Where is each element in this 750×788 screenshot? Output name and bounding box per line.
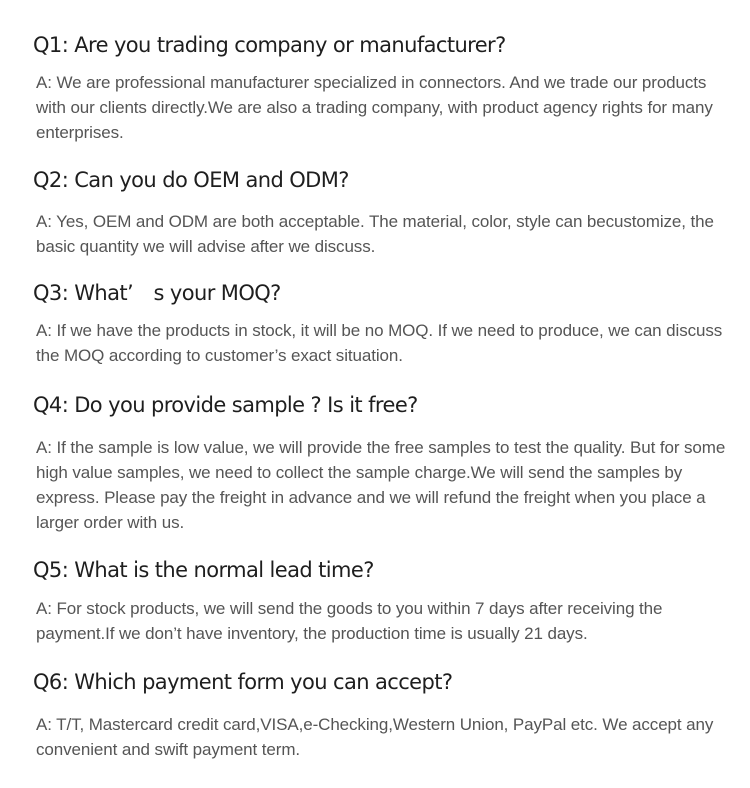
faq-question-5: Q5: What is the normal lead time?	[33, 558, 374, 582]
faq-question-6: Q6: Which payment form you can accept?	[33, 670, 453, 694]
faq-answer-5: A: For stock products, we will send the goods to you within 7 days after receiving the payment.If we don’t have inventory, the production time is usually 21 days.	[36, 599, 663, 643]
faq-question-3: Q3: What’ s your MOQ?	[33, 281, 281, 305]
faq-question-1: Q1: Are you trading company or manufacturer?	[33, 33, 506, 57]
faq-answer-4: A: If the sample is low value, we will provide the free samples to test the quality. But for some high value samples, we need to collect the sample charge.We will send the samples by express. Please pay the freight in advance and we will refund the freight when you place a larger order with us.	[36, 438, 726, 532]
faq-answer-3: A: If we have the products in stock, it will be no MOQ. If we need to produce, we can discuss the MOQ according to customer’s exact situation.	[36, 321, 723, 365]
faq-question-2: Q2: Can you do OEM and ODM?	[33, 168, 349, 192]
faq-answer-1: A: We are professional manufacturer specialized in connectors. And we trade our products with our clients directly.We are also a trading company, with product agency rights for many enterprises.	[36, 73, 713, 142]
faq-question-4: Q4: Do you provide sample ? Is it free?	[33, 393, 418, 417]
faq-answer-6: A: T/T, Mastercard credit card,VISA,e-Checking,Western Union, PayPal etc. We accept any convenient and swift payment term.	[36, 715, 714, 759]
faq-answer-2: A: Yes, OEM and ODM are both acceptable. The material, color, style can becustomize, the basic quantity we will advise after we discuss.	[36, 212, 714, 256]
